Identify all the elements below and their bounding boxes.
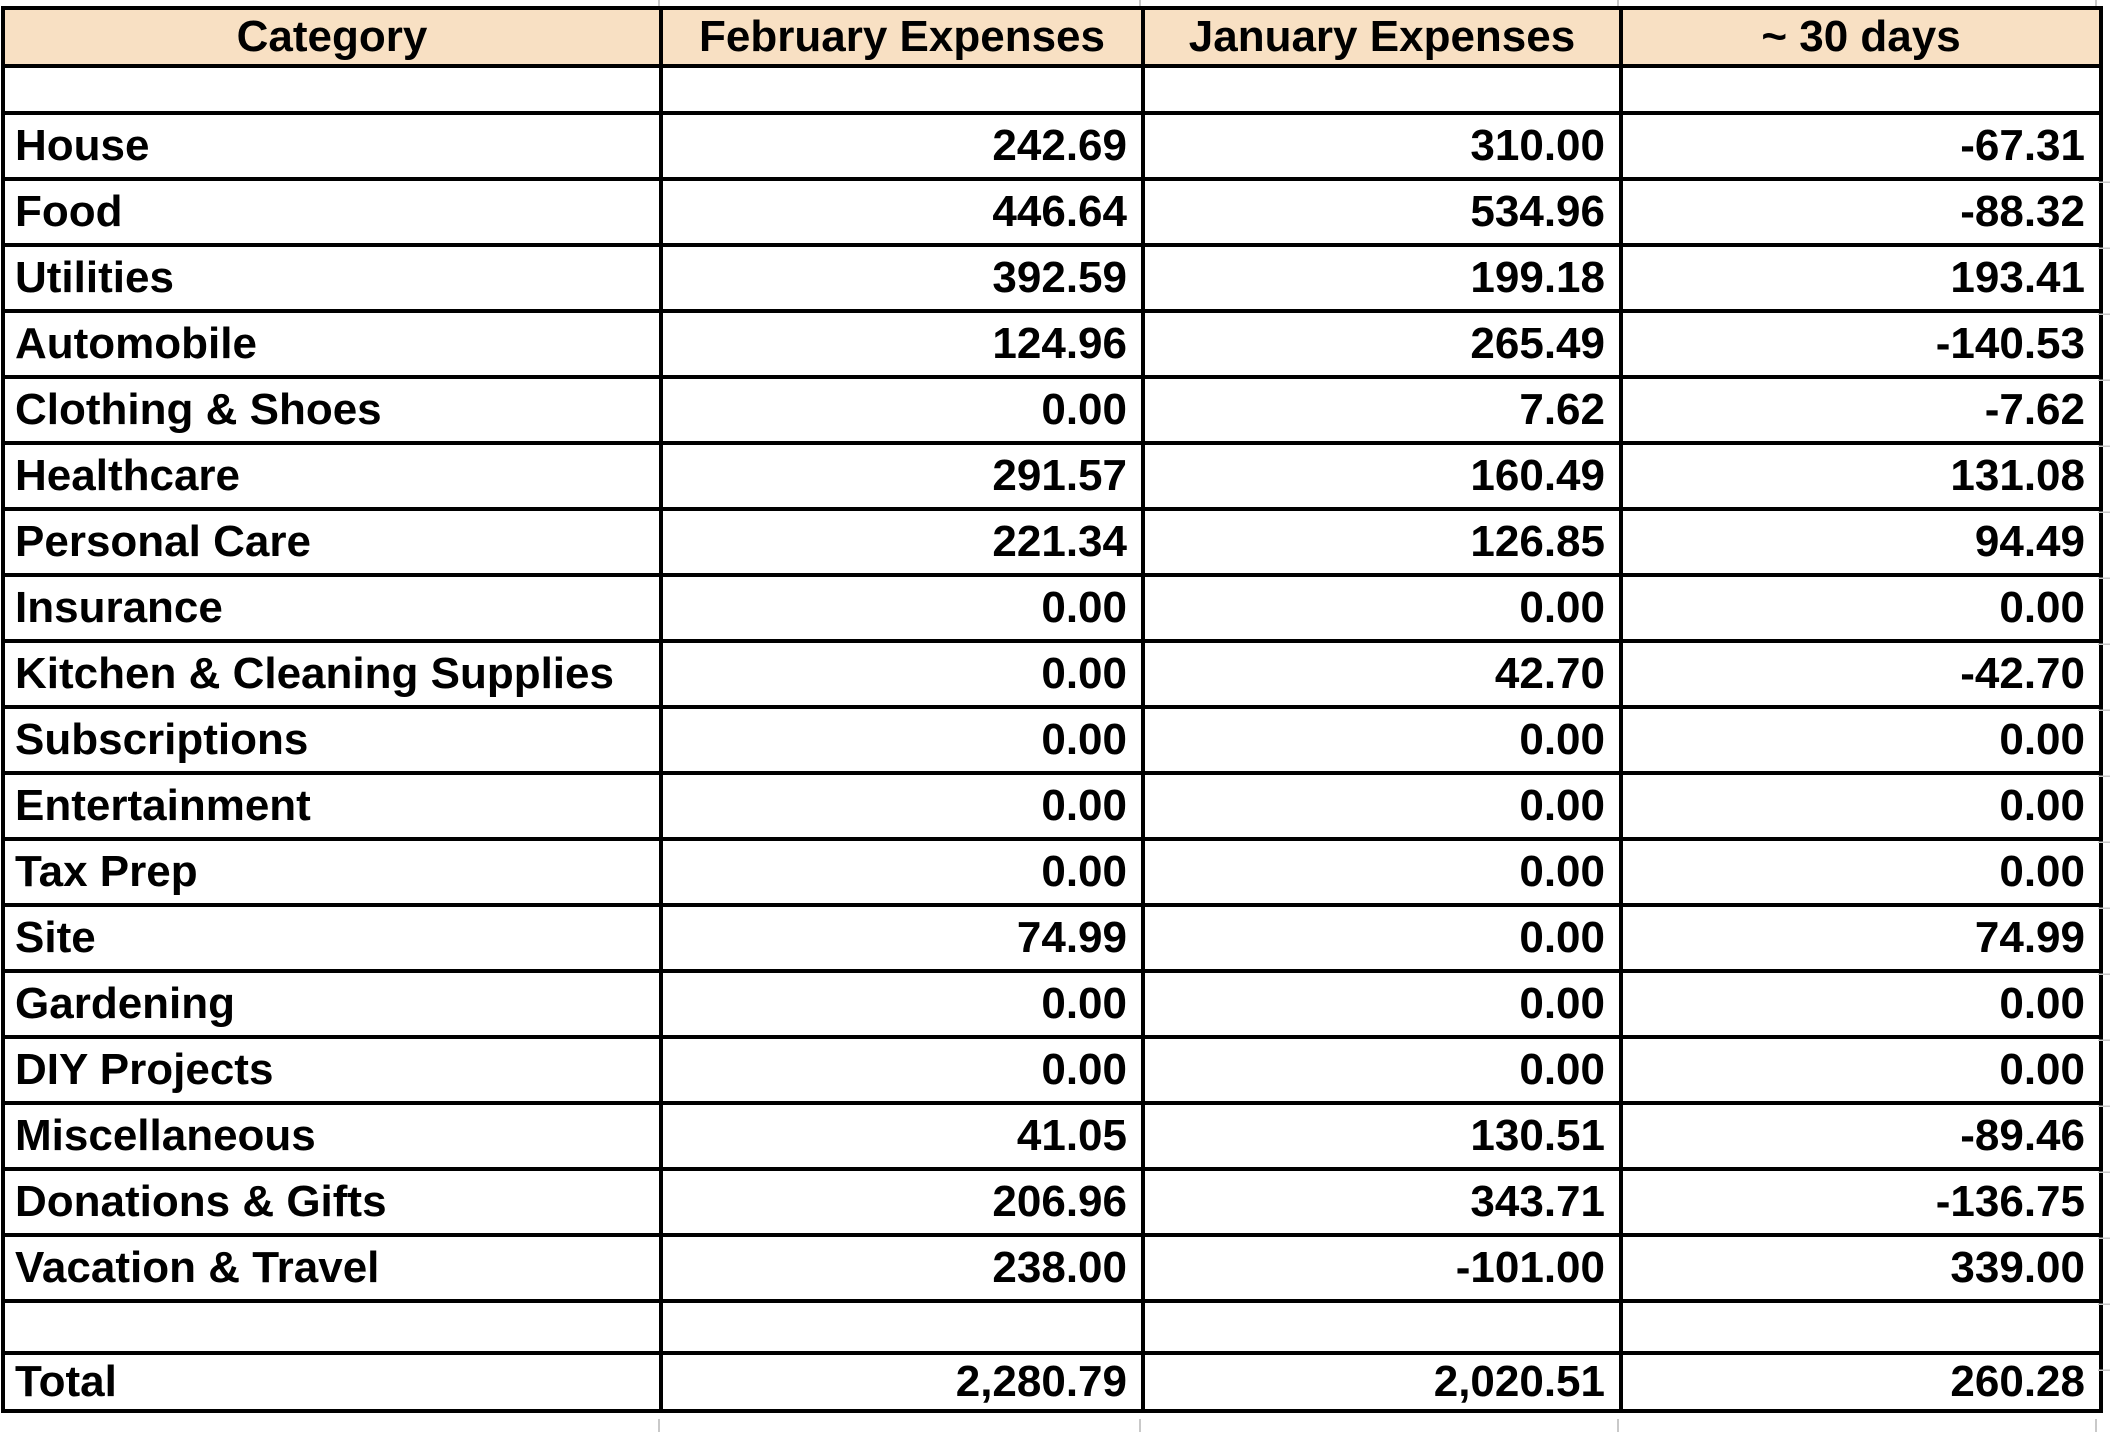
- february-expense-cell[interactable]: 291.57: [661, 443, 1143, 509]
- january-expense-cell[interactable]: 0.00: [1143, 905, 1621, 971]
- delta-cell[interactable]: 0.00: [1621, 773, 2101, 839]
- delta-cell[interactable]: 339.00: [1621, 1235, 2101, 1301]
- delta-cell[interactable]: -42.70: [1621, 641, 2101, 707]
- table-row: [3, 509, 2101, 575]
- category-cell[interactable]: Automobile: [3, 311, 661, 377]
- category-cell[interactable]: Site: [3, 905, 661, 971]
- empty-cell[interactable]: [1143, 66, 1621, 113]
- category-cell[interactable]: Subscriptions: [3, 707, 661, 773]
- january-expense-cell[interactable]: 42.70: [1143, 641, 1621, 707]
- category-cell[interactable]: Utilities: [3, 245, 661, 311]
- january-expense-cell[interactable]: 0.00: [1143, 773, 1621, 839]
- delta-cell[interactable]: 131.08: [1621, 443, 2101, 509]
- table-row: [3, 575, 2101, 641]
- category-cell[interactable]: Tax Prep: [3, 839, 661, 905]
- category-cell[interactable]: Kitchen & Cleaning Supplies: [3, 641, 661, 707]
- column-header-february-expenses[interactable]: February Expenses: [661, 8, 1143, 66]
- sheet-gridline: [1617, 1419, 1619, 1432]
- january-expense-cell[interactable]: 0.00: [1143, 707, 1621, 773]
- january-expense-cell[interactable]: 310.00: [1143, 113, 1621, 179]
- february-expense-cell[interactable]: 0.00: [661, 1037, 1143, 1103]
- empty-cell[interactable]: [661, 1301, 1143, 1353]
- table-row: [3, 773, 2101, 839]
- february-expense-cell[interactable]: 206.96: [661, 1169, 1143, 1235]
- category-cell[interactable]: DIY Projects: [3, 1037, 661, 1103]
- table-row: [3, 113, 2101, 179]
- category-cell[interactable]: Healthcare: [3, 443, 661, 509]
- total-january-cell[interactable]: 2,020.51: [1143, 1353, 1621, 1411]
- delta-cell[interactable]: -67.31: [1621, 113, 2101, 179]
- sheet-gridline: [2095, 1419, 2097, 1432]
- table-row: [3, 311, 2101, 377]
- table-row: [3, 179, 2101, 245]
- sheet-gridline-strip-right: [2098, 117, 2110, 1419]
- table-row: [3, 641, 2101, 707]
- header-row: [3, 8, 2101, 66]
- january-expense-cell[interactable]: 0.00: [1143, 839, 1621, 905]
- empty-cell[interactable]: [1621, 1301, 2101, 1353]
- february-expense-cell[interactable]: 0.00: [661, 971, 1143, 1037]
- total-february-cell[interactable]: 2,280.79: [661, 1353, 1143, 1411]
- table-row: [3, 839, 2101, 905]
- february-expense-cell[interactable]: 0.00: [661, 641, 1143, 707]
- total-row: [3, 1353, 2101, 1411]
- column-header-january-expenses[interactable]: January Expenses: [1143, 8, 1621, 66]
- sheet-gridline: [658, 1419, 660, 1432]
- january-expense-cell[interactable]: 160.49: [1143, 443, 1621, 509]
- january-expense-cell[interactable]: 130.51: [1143, 1103, 1621, 1169]
- empty-cell[interactable]: [1621, 66, 2101, 113]
- february-expense-cell[interactable]: 0.00: [661, 773, 1143, 839]
- february-expense-cell[interactable]: 124.96: [661, 311, 1143, 377]
- february-expense-cell[interactable]: 41.05: [661, 1103, 1143, 1169]
- empty-cell[interactable]: [3, 1301, 661, 1353]
- category-cell[interactable]: Miscellaneous: [3, 1103, 661, 1169]
- delta-cell[interactable]: -89.46: [1621, 1103, 2101, 1169]
- table-row: [3, 1235, 2101, 1301]
- empty-cell[interactable]: [1143, 1301, 1621, 1353]
- table-row: [3, 1169, 2101, 1235]
- sheet-gridline: [1139, 1419, 1141, 1432]
- delta-cell[interactable]: -136.75: [1621, 1169, 2101, 1235]
- empty-cell[interactable]: [661, 66, 1143, 113]
- category-cell[interactable]: Entertainment: [3, 773, 661, 839]
- delta-cell[interactable]: -140.53: [1621, 311, 2101, 377]
- february-expense-cell[interactable]: 221.34: [661, 509, 1143, 575]
- february-expense-cell[interactable]: 0.00: [661, 839, 1143, 905]
- february-expense-cell[interactable]: 0.00: [661, 707, 1143, 773]
- delta-cell[interactable]: 0.00: [1621, 1037, 2101, 1103]
- table-row: [3, 707, 2101, 773]
- table-row: [3, 971, 2101, 1037]
- delta-cell[interactable]: 94.49: [1621, 509, 2101, 575]
- february-expense-cell[interactable]: 0.00: [661, 575, 1143, 641]
- table-row: [3, 1037, 2101, 1103]
- february-expense-cell[interactable]: 238.00: [661, 1235, 1143, 1301]
- january-expense-cell[interactable]: 126.85: [1143, 509, 1621, 575]
- delta-cell[interactable]: -88.32: [1621, 179, 2101, 245]
- january-expense-cell[interactable]: 199.18: [1143, 245, 1621, 311]
- delta-cell[interactable]: 193.41: [1621, 245, 2101, 311]
- delta-cell[interactable]: -7.62: [1621, 377, 2101, 443]
- column-header-30-days[interactable]: ~ 30 days: [1621, 8, 2101, 66]
- january-expense-cell[interactable]: -101.00: [1143, 1235, 1621, 1301]
- january-expense-cell[interactable]: 0.00: [1143, 1037, 1621, 1103]
- january-expense-cell[interactable]: 343.71: [1143, 1169, 1621, 1235]
- february-expense-cell[interactable]: 392.59: [661, 245, 1143, 311]
- table-row: [3, 245, 2101, 311]
- total-delta-cell[interactable]: 260.28: [1621, 1353, 2101, 1411]
- delta-cell[interactable]: 0.00: [1621, 707, 2101, 773]
- delta-cell[interactable]: 74.99: [1621, 905, 2101, 971]
- spacer-row: [3, 1301, 2101, 1353]
- category-cell[interactable]: Clothing & Shoes: [3, 377, 661, 443]
- category-cell[interactable]: Donations & Gifts: [3, 1169, 661, 1235]
- table-row: [3, 377, 2101, 443]
- category-cell[interactable]: Gardening: [3, 971, 661, 1037]
- table-row: [3, 1103, 2101, 1169]
- table-row: [3, 443, 2101, 509]
- category-cell[interactable]: Personal Care: [3, 509, 661, 575]
- january-expense-cell[interactable]: 7.62: [1143, 377, 1621, 443]
- january-expense-cell[interactable]: 0.00: [1143, 575, 1621, 641]
- delta-cell[interactable]: 0.00: [1621, 575, 2101, 641]
- january-expense-cell[interactable]: 0.00: [1143, 971, 1621, 1037]
- column-header-category[interactable]: Category: [3, 8, 661, 66]
- spacer-row: [3, 66, 2101, 113]
- february-expense-cell[interactable]: 446.64: [661, 179, 1143, 245]
- february-expense-cell[interactable]: 74.99: [661, 905, 1143, 971]
- february-expense-cell[interactable]: 242.69: [661, 113, 1143, 179]
- category-cell[interactable]: Food: [3, 179, 661, 245]
- expenses-table: [1, 6, 2103, 1413]
- february-expense-cell[interactable]: 0.00: [661, 377, 1143, 443]
- category-cell[interactable]: Vacation & Travel: [3, 1235, 661, 1301]
- empty-cell[interactable]: [3, 66, 661, 113]
- january-expense-cell[interactable]: 265.49: [1143, 311, 1621, 377]
- delta-cell[interactable]: 0.00: [1621, 971, 2101, 1037]
- delta-cell[interactable]: 0.00: [1621, 839, 2101, 905]
- category-cell[interactable]: Insurance: [3, 575, 661, 641]
- total-label-cell[interactable]: Total: [3, 1353, 661, 1411]
- table-row: [3, 905, 2101, 971]
- category-cell[interactable]: House: [3, 113, 661, 179]
- january-expense-cell[interactable]: 534.96: [1143, 179, 1621, 245]
